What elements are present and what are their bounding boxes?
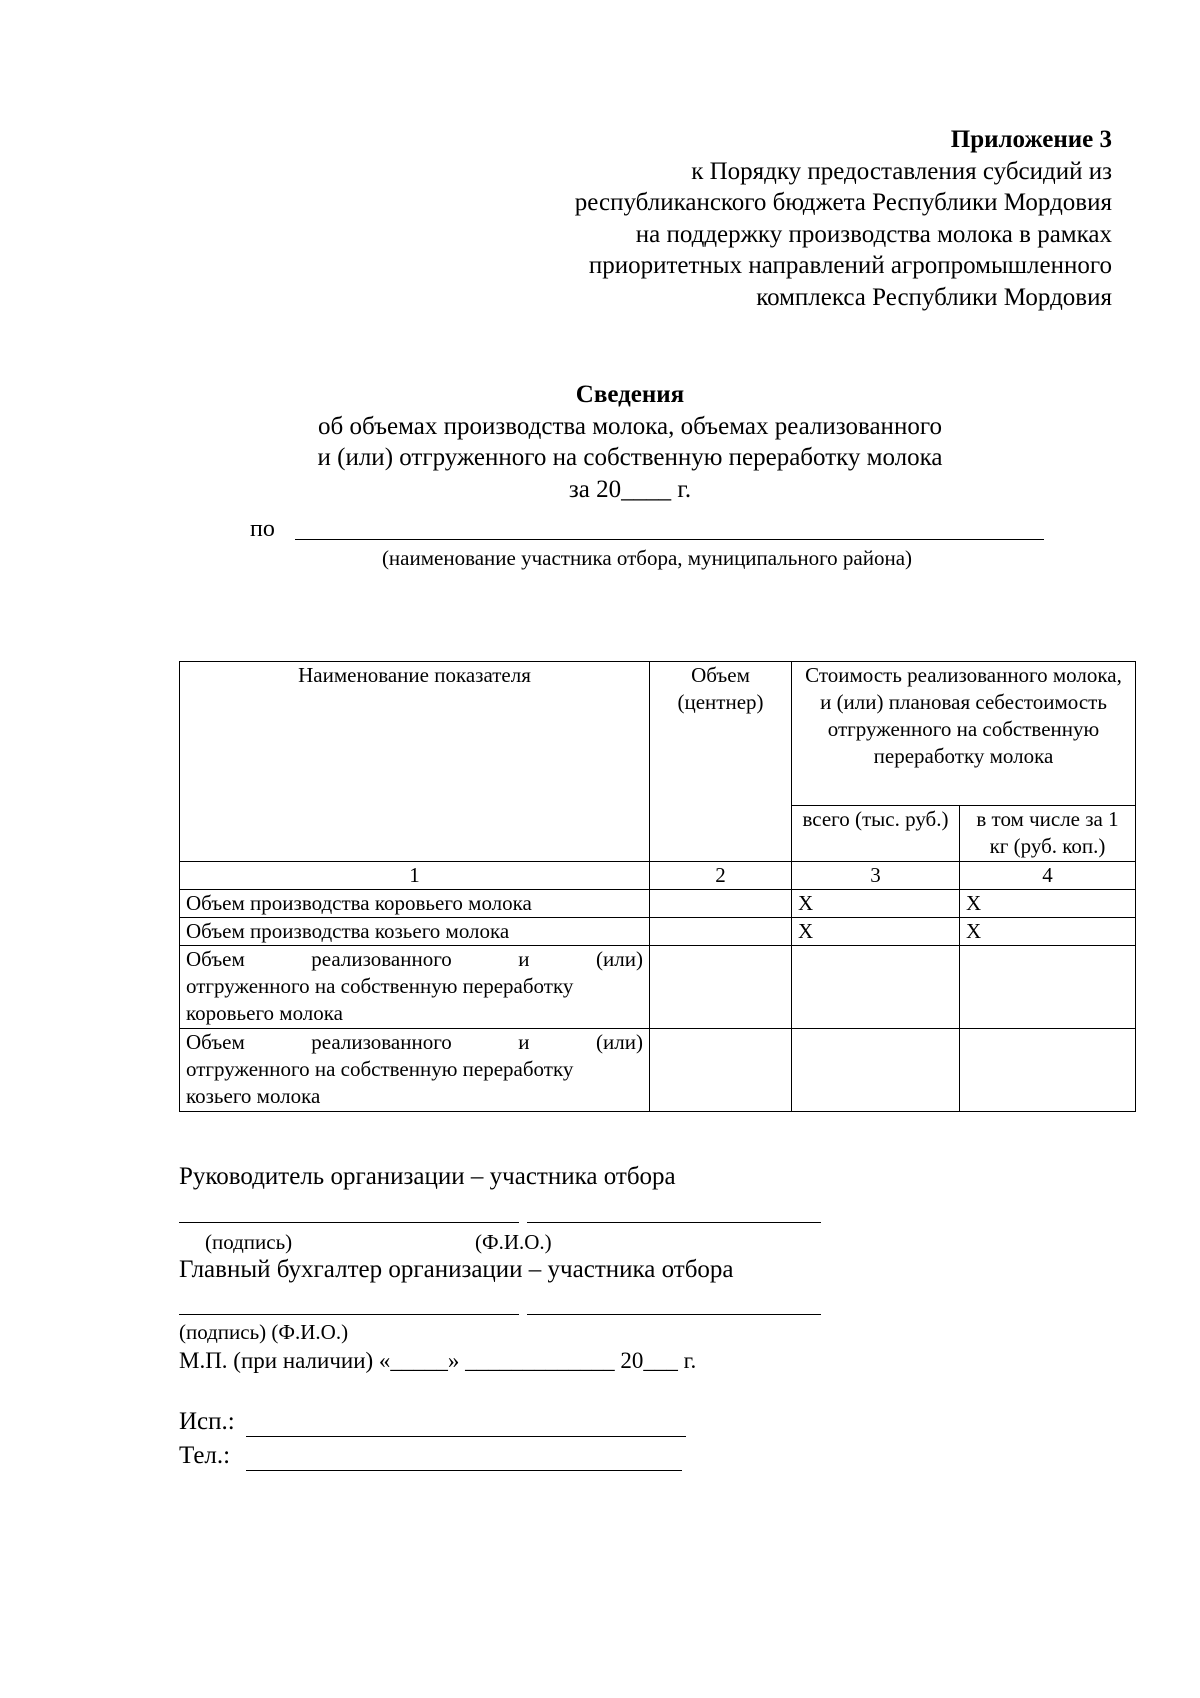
row-per-kg-cell[interactable] <box>960 1029 1136 1112</box>
head-signature-line[interactable] <box>179 1222 519 1223</box>
accountant-signature-line[interactable] <box>179 1314 519 1315</box>
row-volume-cell[interactable] <box>650 890 792 918</box>
accountant-fio-line[interactable] <box>527 1314 821 1315</box>
row-name <box>180 946 650 1029</box>
header-volume: Объем (центнер) <box>650 662 792 862</box>
table-row <box>180 890 1136 918</box>
po-field-line[interactable] <box>295 539 1044 540</box>
heading-line-3: за 20____ г. <box>568 475 692 503</box>
column-number-4: 4 <box>960 862 1136 890</box>
heading-line-2: и (или) отгруженного на собственную переработку молока <box>317 444 943 471</box>
row-total-cell[interactable] <box>792 946 960 1029</box>
row-name-line-1: Объем реализованного и (или) <box>186 1030 643 1054</box>
row-volume-cell[interactable] <box>650 946 792 1029</box>
header-cost-per-kg: в том числе за 1 кг (руб. коп.) <box>960 806 1136 862</box>
row-name: Объем производства коровьего молока <box>180 890 650 918</box>
appendix-title: Приложение 3 <box>950 126 1112 153</box>
stamp-date-line[interactable]: М.П. (при наличии) «_____» _____________ 20___ г. <box>179 1348 697 1373</box>
row-per-kg-cell[interactable] <box>960 946 1136 1029</box>
header-cost: Стоимость реализованного молока, и (или) плановая себестоимость отгруженного на собственную переработку молока <box>792 662 1136 806</box>
table-row <box>180 918 1136 946</box>
table-row <box>180 1029 1136 1112</box>
phone-field-line[interactable] <box>246 1470 682 1471</box>
row-total-cell: X <box>792 918 960 946</box>
head-fio-line[interactable] <box>527 1222 821 1223</box>
data-table <box>179 661 1136 1112</box>
executor-label: Исп.: <box>179 1408 235 1435</box>
row-total-cell[interactable] <box>792 1029 960 1112</box>
row-name-line-1: Объем реализованного и (или) <box>186 947 643 971</box>
appendix-line-3: на поддержку производства молока в рамках <box>635 220 1112 248</box>
accountant-title: Главный бухгалтер организации – участника отбора <box>179 1256 734 1283</box>
table-row <box>180 946 1136 1029</box>
header-cost-total: всего (тыс. руб.) <box>792 806 960 862</box>
row-name <box>180 1029 650 1112</box>
head-caption-fio: (Ф.И.О.) <box>475 1230 552 1254</box>
executor-field-line[interactable] <box>246 1436 686 1437</box>
document-title: Сведения <box>575 381 685 408</box>
column-number-1: 1 <box>180 862 650 890</box>
appendix-header <box>575 124 1112 313</box>
appendix-line-4: приоритетных направлений агропромышленного <box>588 252 1112 279</box>
heading-line-1: об объемах производства молока, объемах реализованного <box>318 412 942 440</box>
row-name-rest: отгруженного на собственную переработку коровьего молока <box>186 974 574 1025</box>
head-caption-sign: (подпись) <box>205 1230 293 1254</box>
row-volume-cell[interactable] <box>650 918 792 946</box>
row-per-kg-cell: X <box>960 890 1136 918</box>
header-indicator-name: Наименование показателя <box>180 662 650 862</box>
po-label: по <box>250 516 275 542</box>
accountant-caption: (подпись) (Ф.И.О.) <box>179 1320 349 1344</box>
column-number-3: 3 <box>792 862 960 890</box>
po-caption: (наименование участника отбора, муниципального района) <box>381 546 913 570</box>
row-name-rest: отгруженного на собственную переработку козьего молока <box>186 1057 574 1108</box>
row-name: Объем производства козьего молока <box>180 918 650 946</box>
head-title: Руководитель организации – участника отбора <box>179 1163 676 1190</box>
row-total-cell: X <box>792 890 960 918</box>
appendix-line-5: комплекса Республики Мордовия <box>756 283 1112 311</box>
document-heading <box>0 379 1200 505</box>
row-volume-cell[interactable] <box>650 1029 792 1112</box>
column-number-2: 2 <box>650 862 792 890</box>
appendix-line-2: республиканского бюджета Республики Мордовия <box>574 189 1112 216</box>
appendix-line-1: к Порядку предоставления субсидий из <box>691 157 1112 185</box>
phone-label: Тел.: <box>179 1442 231 1469</box>
row-per-kg-cell: X <box>960 918 1136 946</box>
